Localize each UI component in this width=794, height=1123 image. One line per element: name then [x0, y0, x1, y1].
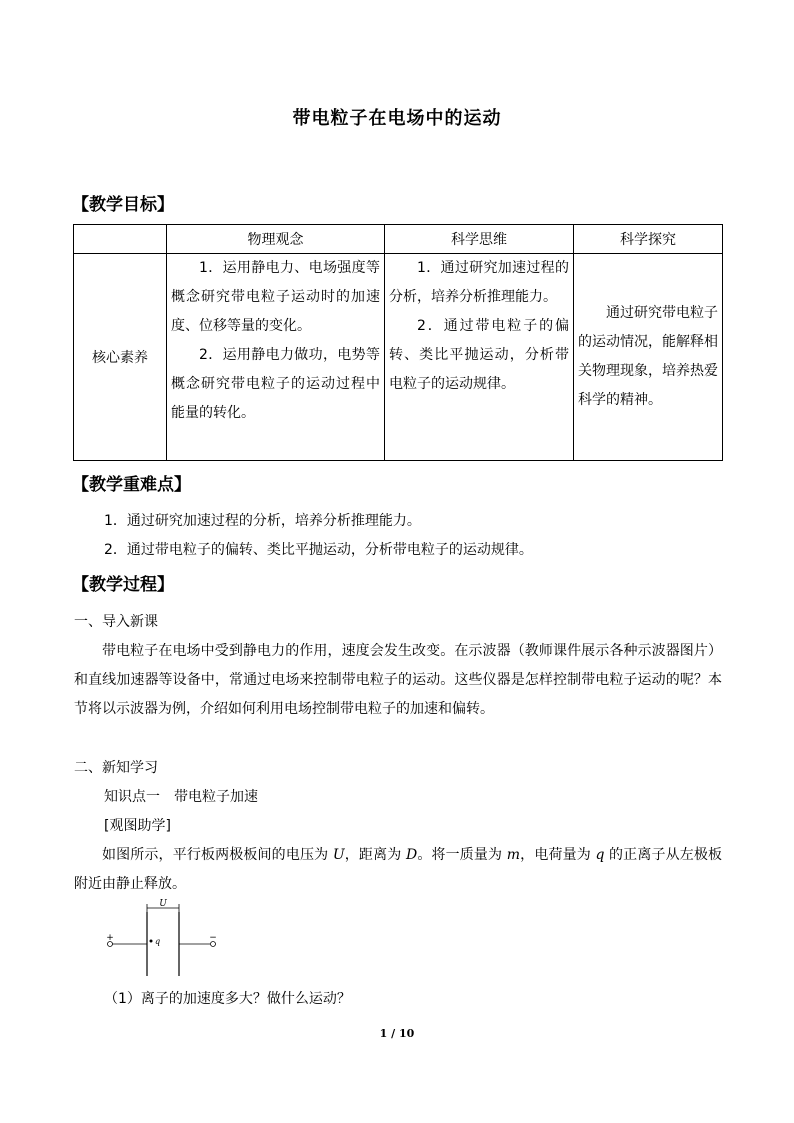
charge-particle — [150, 940, 153, 943]
table-header: 物理观念 — [167, 225, 385, 254]
physics-concept-cell — [167, 254, 385, 461]
parallel-plates-figure — [100, 898, 225, 978]
table-corner-cell — [74, 225, 167, 254]
physics-concept-item: 2．运用静电力做功，电势等概念研究带电粒子的运动过程中能量的转化。 — [171, 347, 380, 421]
physics-concept-item: 1．运用静电力、电场强度等概念研究带电粒子运动时的加速度、位移等量的变化。 — [171, 260, 380, 334]
knowledge-point-title: 知识点一 带电粒子加速 — [104, 789, 258, 805]
desc-text: 。将一质量为 — [417, 847, 507, 863]
key-point-item: 2．通过带电粒子的偏转、类比平抛运动，分析带电粒子的运动规律。 — [104, 542, 533, 558]
symbol-voltage: U — [332, 847, 345, 863]
charge-label: q — [155, 937, 161, 946]
part1-heading: 一、导入新课 — [74, 614, 158, 630]
desc-text: ，电荷量为 — [520, 847, 596, 863]
table-header: 科学探究 — [574, 225, 723, 254]
table-header: 科学思维 — [385, 225, 574, 254]
desc-text: 如图所示，平行板两极板间的电压为 — [102, 847, 333, 863]
question-1: （1）离子的加速度多大？做什么运动？ — [104, 991, 351, 1007]
section-heading-key-points: 【教学重难点】 — [72, 475, 191, 495]
part2-heading: 二、新知学习 — [74, 760, 158, 776]
plus-sign: + — [106, 933, 114, 943]
desc-text: 的正离子从左极板附近由静止释放。 — [74, 847, 723, 892]
key-point-item: 1．通过研究加速过程的分析，培养分析推理能力。 — [104, 513, 421, 529]
intro-paragraph: 带电粒子在电场中受到静电力的作用，速度会发生改变。在示波器（教师课件展示各种示波器图片）和直线加速器等设备中，常通过电场来控制带电粒子的运动。这些仪器是怎样控制带电粒子运动的呢？本节将以示波器为例，介绍如何利用电场控制带电粒子的加速和偏转。 — [74, 643, 722, 717]
core-literacy-label: 核心素养 — [74, 254, 167, 461]
page-number: 1 / 10 — [379, 1027, 415, 1040]
goals-table — [73, 224, 723, 461]
symbol-mass: m — [506, 847, 521, 863]
voltage-label: U — [159, 899, 167, 909]
description-paragraph — [74, 841, 722, 899]
observe-label: [观图助学] — [104, 818, 171, 834]
scientific-inquiry-cell — [574, 254, 723, 461]
section-heading-process: 【教学过程】 — [72, 575, 174, 595]
scientific-inquiry-item: 通过研究带电粒子的运动情况，能解释相关物理现象，培养热爱科学的精神。 — [578, 305, 718, 408]
scientific-thinking-item: 2．通过带电粒子的偏转、类比平抛运动，分析带电粒子的运动规律。 — [389, 318, 569, 392]
symbol-distance: D — [405, 847, 418, 863]
scientific-thinking-cell — [385, 254, 574, 461]
page-title: 带电粒子在电场中的运动 — [292, 108, 502, 129]
scientific-thinking-item: 1．通过研究加速过程的分析，培养分析推理能力。 — [389, 260, 569, 305]
section-heading-goals: 【教学目标】 — [72, 195, 174, 215]
desc-text: ，距离为 — [344, 847, 406, 863]
symbol-charge: q — [595, 847, 605, 863]
minus-sign: − — [209, 933, 217, 943]
